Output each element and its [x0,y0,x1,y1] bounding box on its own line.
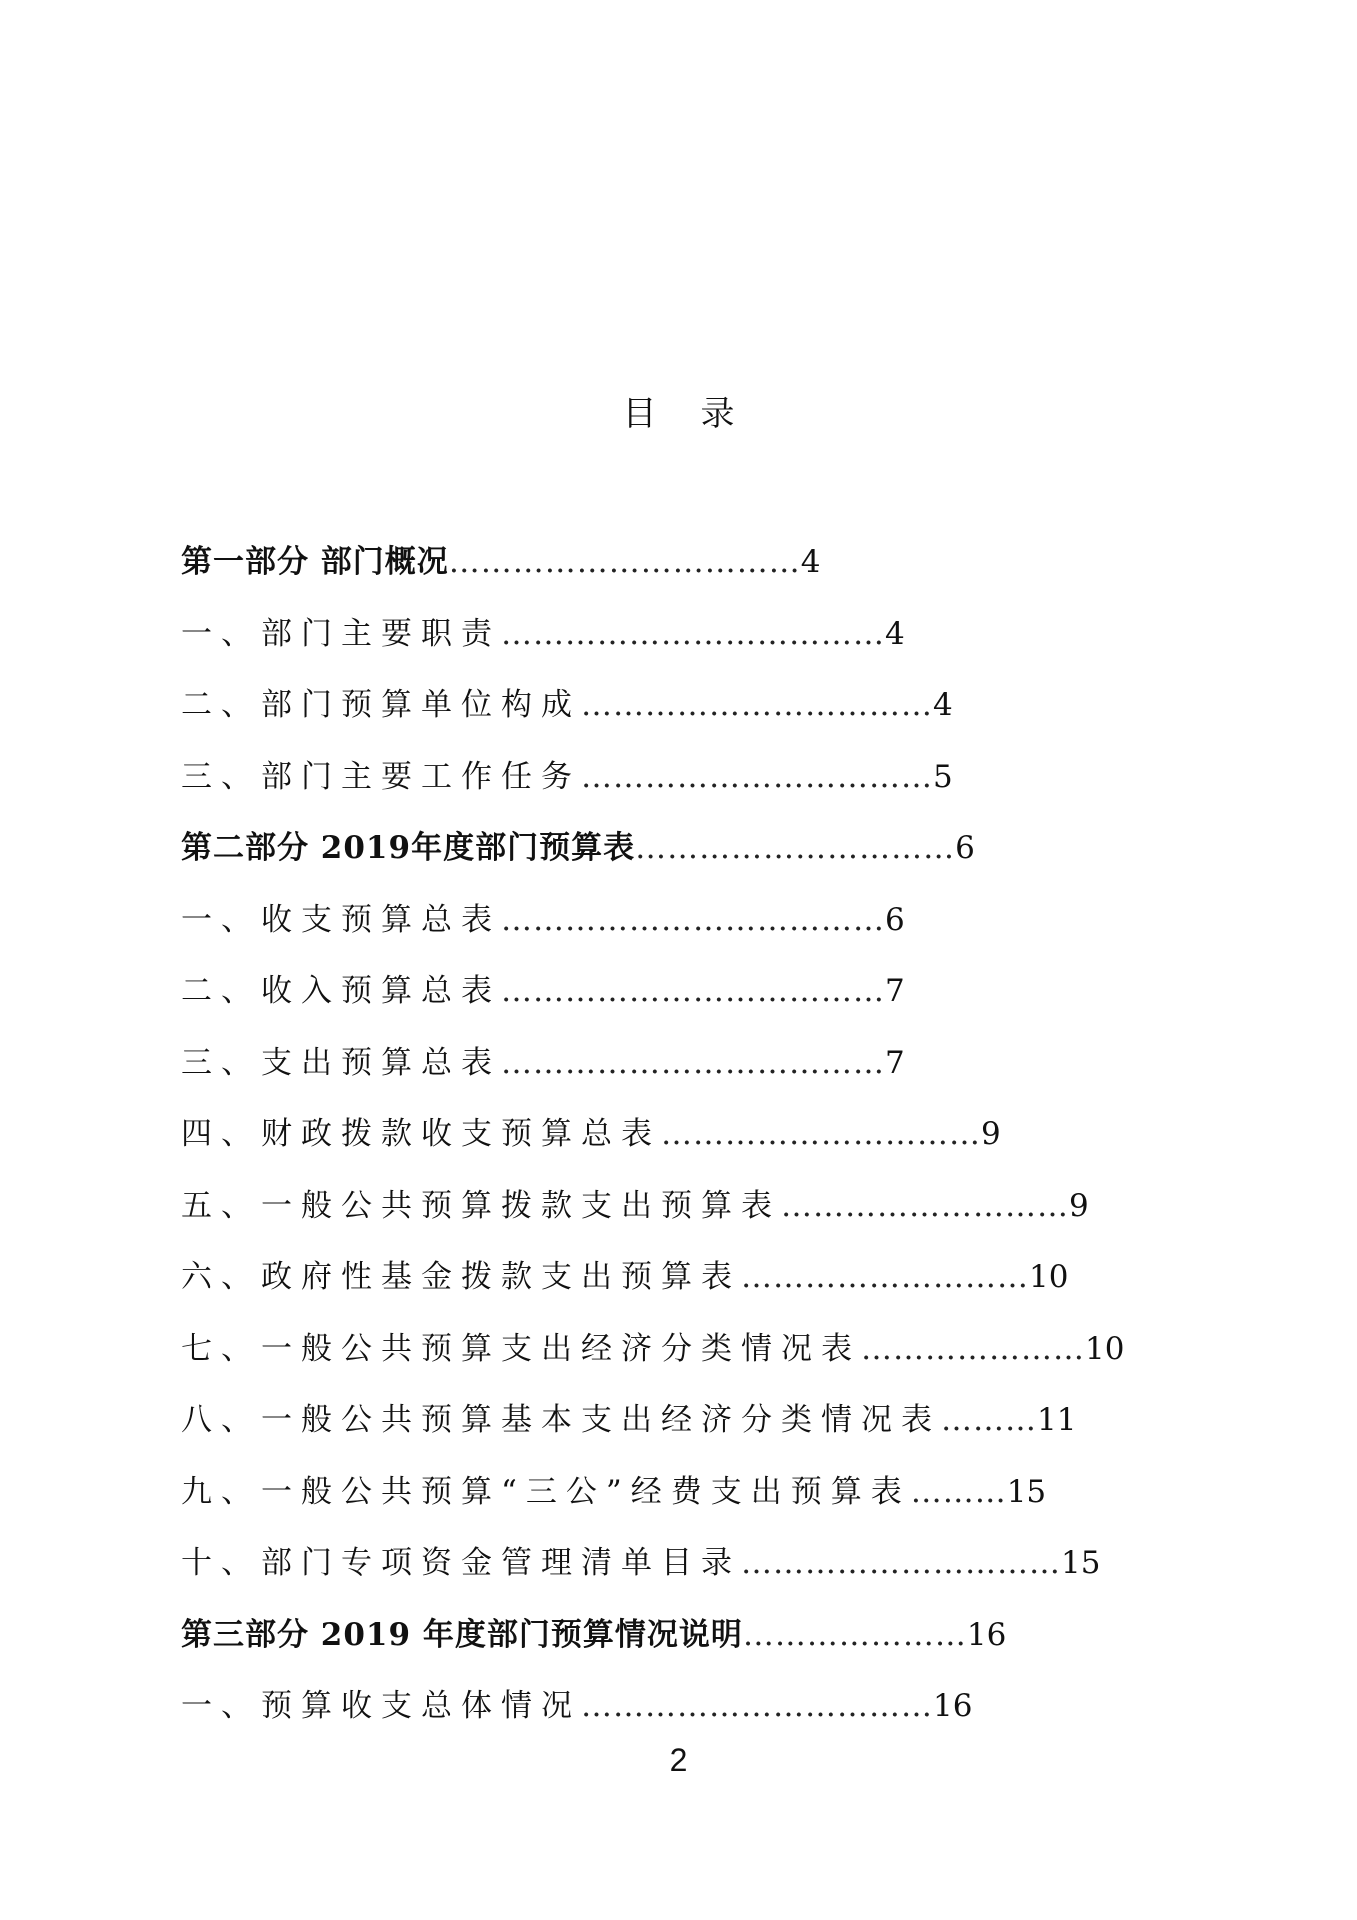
toc-title [0,386,1357,435]
toc-entry-label: 八、一般公共预算基本支出经济分类情况表 [181,1402,941,1438]
toc-entry-label: 五、一般公共预算拨款支出预算表 [181,1187,781,1224]
toc-dot-leader: …………………………… [448,544,801,580]
toc-dot-leader: ………………………… [661,1116,981,1152]
toc-entry-budget-units[interactable] [181,677,1124,749]
toc-page-number: 4 [800,544,821,580]
toc-dot-leader: ………………………… [635,830,956,866]
toc-page-number: 15 [1061,1545,1101,1581]
toc-entry-main-duties[interactable] [181,606,1124,678]
toc-entry-economic-classification[interactable] [181,1321,1124,1393]
toc-entry-basic-economic-classification[interactable] [181,1392,1124,1464]
toc-dot-leader: ……… [910,1473,1007,1510]
toc-entry-label: 四、财政拨款收支预算总表 [181,1116,661,1152]
toc-page-number: 15 [1006,1473,1047,1510]
toc-entry-label: 二、部门预算单位构成 [181,687,581,723]
toc-dot-leader: ……………………………… [501,973,885,1009]
toc-entry-label: 九、一般公共预算“三公”经费支出预算表 [181,1473,911,1510]
toc-entry-three-public-expenses[interactable] [181,1464,1124,1536]
toc-title-char-1: 目 [622,394,657,434]
toc-entry-label: 一、部门主要职责 [181,615,501,652]
toc-entry-label: 第三部分 2019 年度部门预算情况说明 [181,1616,743,1653]
toc-page-number: 10 [1029,1259,1069,1295]
toc-entry-part-3[interactable] [181,1607,1124,1679]
toc-entry-label: 一、收支预算总表 [181,901,501,938]
toc-entry-government-fund-appropriation[interactable] [181,1249,1124,1321]
toc-page-number: 11 [1037,1402,1077,1438]
toc-entry-part-2[interactable] [181,820,1124,892]
page-number: 2 [669,1742,688,1778]
toc-dot-leader: …………………………… [581,1688,933,1724]
toc-entry-label: 一、预算收支总体情况 [181,1688,581,1724]
toc-dot-leader: …………………………… [581,687,933,723]
toc-page-number: 4 [933,687,953,723]
toc-page-number: 16 [966,1616,1007,1653]
toc-entry-label: 二、收入预算总表 [181,973,501,1009]
toc-entry-part-1[interactable] [181,534,1124,606]
toc-page-number: 10 [1085,1330,1125,1367]
toc-page-number: 9 [981,1116,1001,1152]
toc-dot-leader: ……………………… [741,1259,1029,1295]
toc-page-number: 7 [885,1044,905,1081]
toc-dot-leader: ……… [941,1402,1037,1438]
toc-dot-leader: ……………………………… [501,1044,885,1081]
toc-page-number: 6 [885,901,905,938]
toc-page-number: 9 [1069,1187,1089,1224]
toc-entry-revenue-expenditure-summary[interactable] [181,892,1124,964]
toc-entry-main-tasks[interactable] [181,749,1124,821]
toc-dot-leader: ………………… [742,1616,967,1653]
toc-dot-leader: ……………………………… [501,615,885,652]
toc-dot-leader: ……………………… [781,1187,1069,1224]
toc-entry-label: 十、部门专项资金管理清单目录 [181,1545,741,1581]
toc-entry-label: 七、一般公共预算支出经济分类情况表 [181,1330,861,1367]
toc-entry-fiscal-appropriation-summary[interactable] [181,1106,1124,1178]
table-of-contents [181,534,1124,1750]
toc-entry-expenditure-summary[interactable] [181,1035,1124,1107]
toc-entry-overall-budget[interactable] [181,1678,1124,1750]
toc-page-number: 7 [885,973,905,1009]
toc-entry-revenue-summary[interactable] [181,963,1124,1035]
toc-page-number: 4 [885,615,905,652]
toc-page-number: 16 [933,1688,973,1724]
toc-entry-label: 六、政府性基金拨款支出预算表 [181,1259,741,1295]
toc-dot-leader: ………………………… [741,1545,1061,1581]
toc-entry-special-funds-list[interactable] [181,1535,1124,1607]
toc-entry-label: 第一部分 部门概况 [181,544,449,580]
toc-entry-label: 三、部门主要工作任务 [181,758,581,795]
toc-dot-leader: ……………………………… [501,901,885,938]
toc-page-number: 6 [955,830,975,866]
toc-entry-label: 三、支出预算总表 [181,1044,501,1081]
toc-entry-label: 第二部分 2019年度部门预算表 [181,830,636,866]
toc-dot-leader: …………………………… [581,758,933,795]
toc-entry-general-public-appropriation[interactable] [181,1178,1124,1250]
toc-title-char-2: 录 [700,394,735,434]
toc-dot-leader: ………………… [861,1330,1085,1367]
toc-page-number: 5 [933,758,953,795]
